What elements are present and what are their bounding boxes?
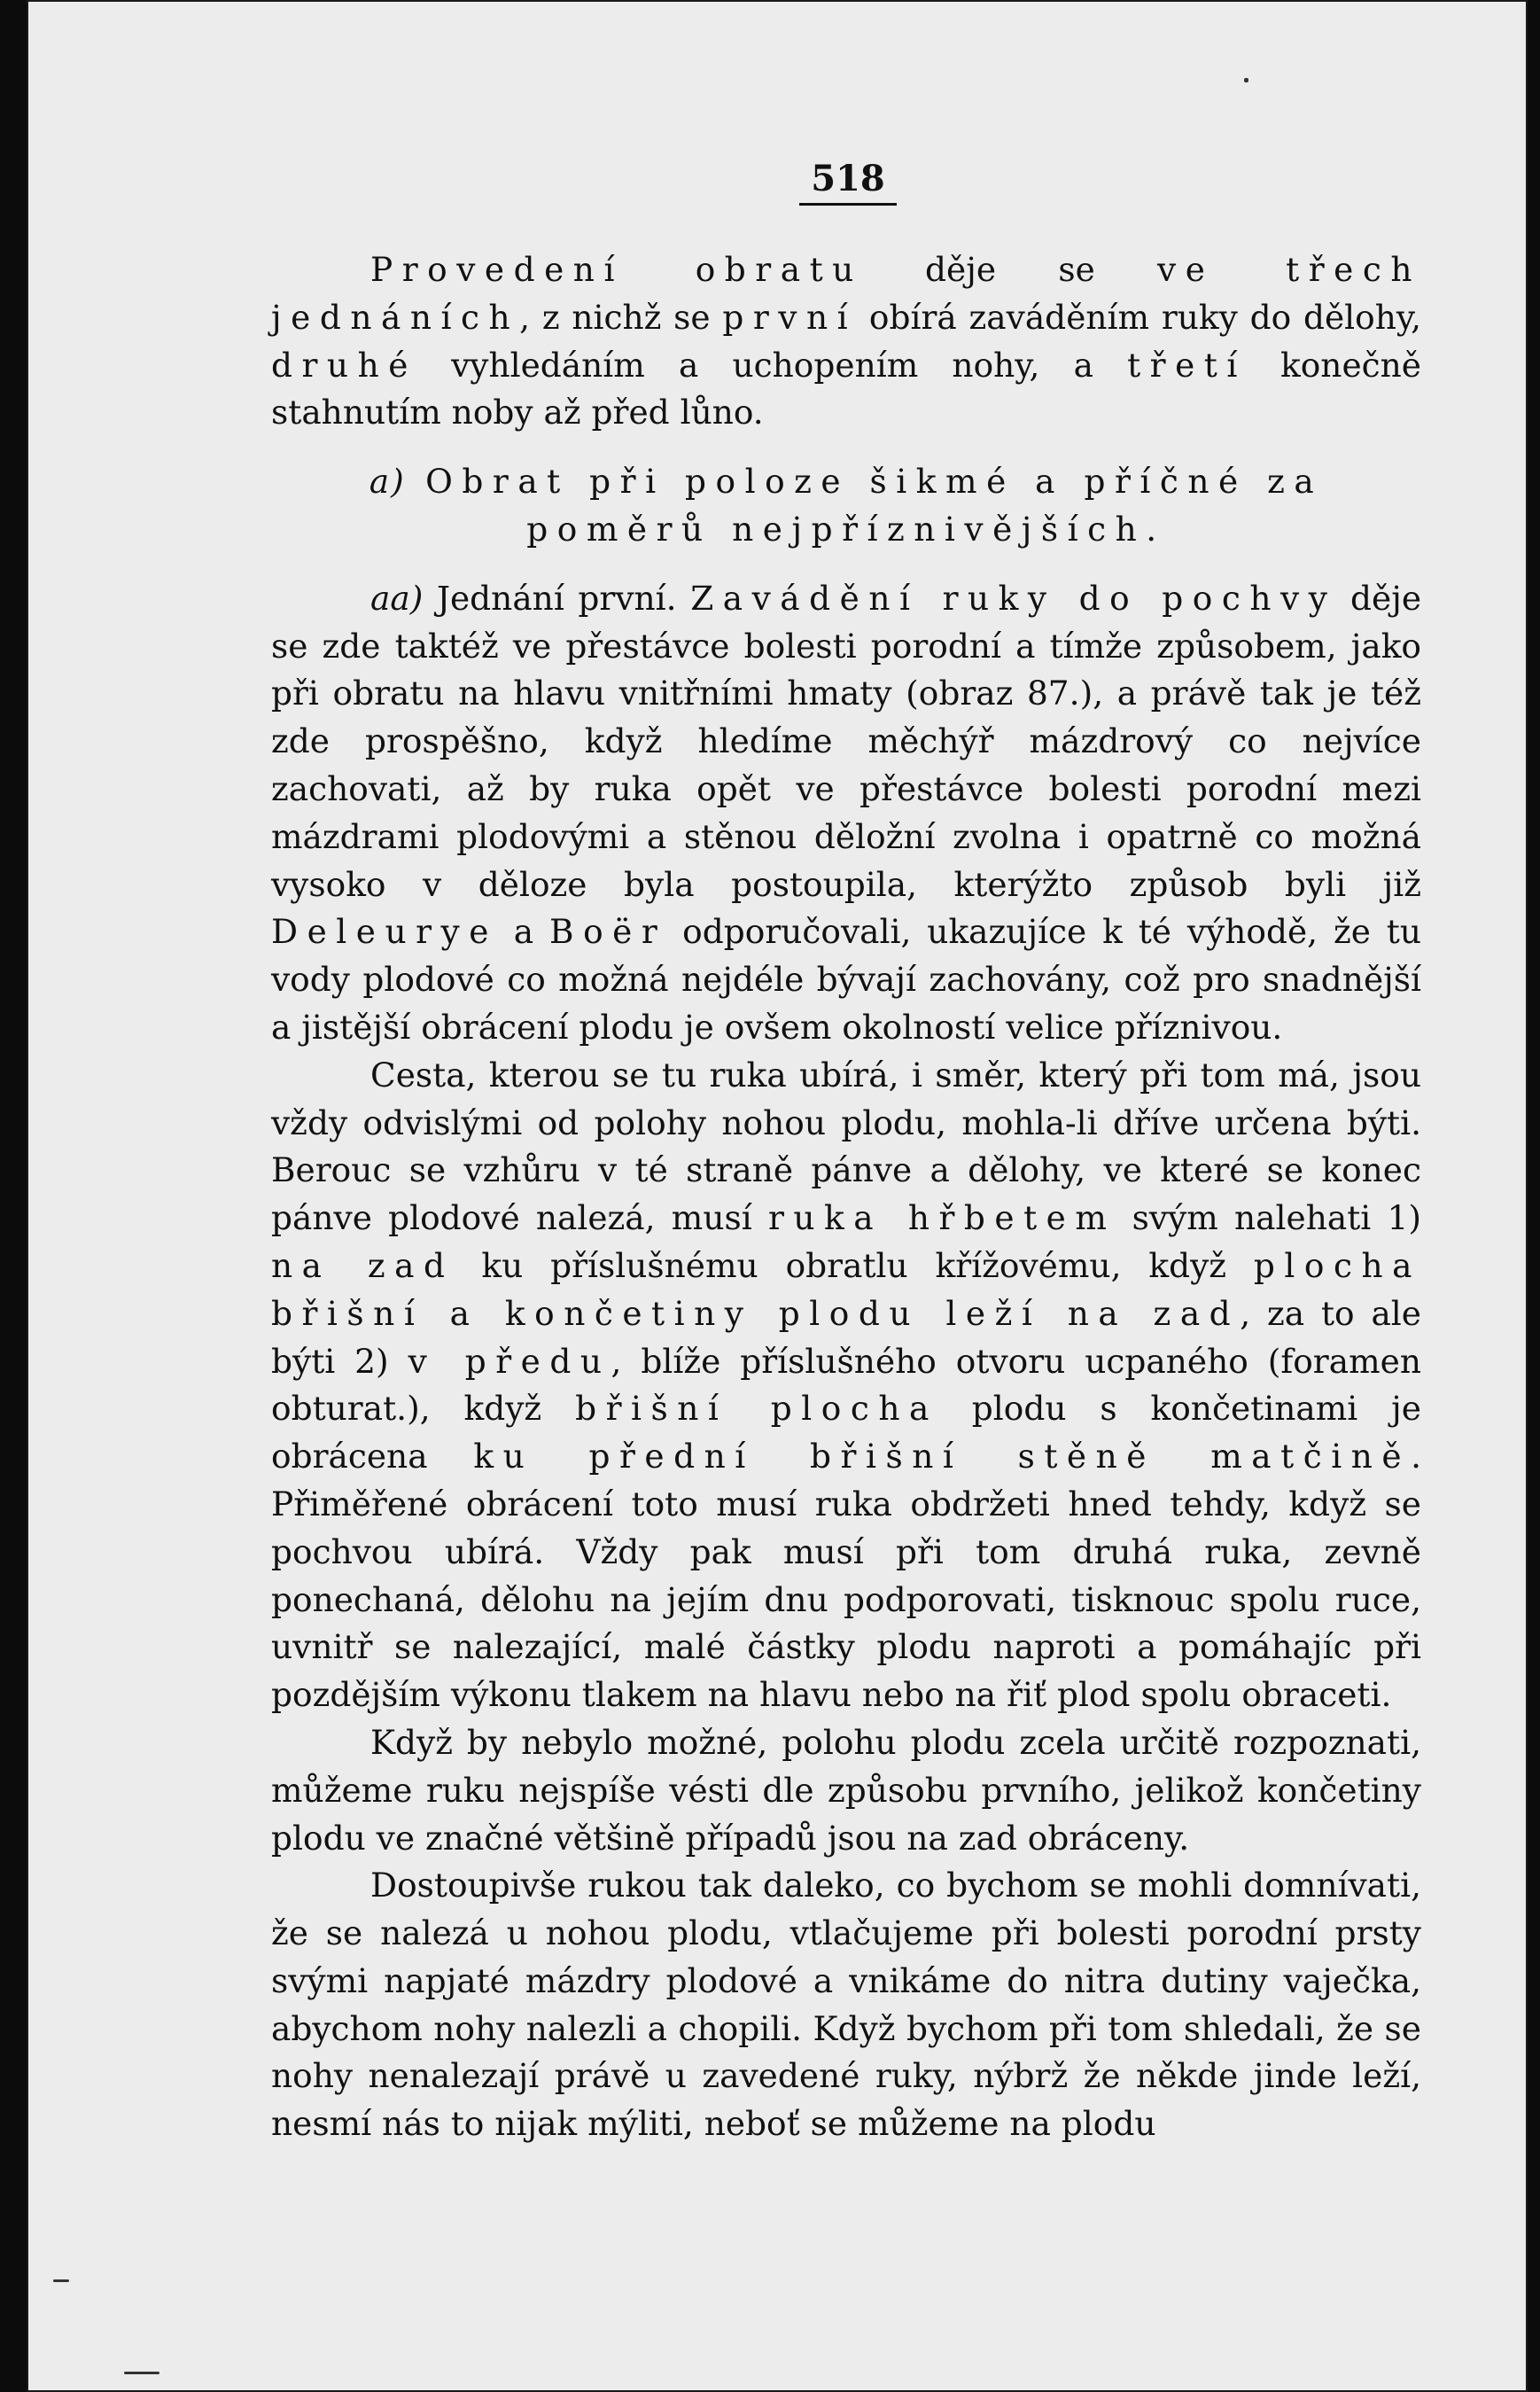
spaced-term: břišní plocha (575, 1389, 938, 1429)
spaced-term: ku přední břišní stěně matčině (473, 1437, 1412, 1476)
text-run: svým nalehati 1) (1116, 1198, 1421, 1238)
text-run: , blíže příslušného otvoru ucpaného (foramen obturat.), když (271, 1341, 1421, 1429)
spaced-term: ruka hřbetem (767, 1198, 1116, 1238)
text-run: a (497, 912, 550, 952)
scan-speck (124, 2372, 159, 2374)
spaced-term: Boër (549, 912, 667, 952)
text-run: děje se zde taktéž ve přestávce bolesti porodní a tímže způsobem, jako při obratu na hlavu vnitřními hmaty (obraz 87.), a právě tak je též zde prospěšno, když hledíme měchýř mázdrový co nejvíce zachovati, až by ruka opět ve přestávce bolesti porodní mezi mázdrami plodovými a stěnou děložní zvolna i opatrně co možná vysoko v děloze byla postoupila, kterýžto způsob byli již (271, 578, 1422, 904)
text-run: . Přiměřené obrácení toto musí ruka obdržeti hned tehdy, když se pochvou ubírá. Vždy pak musí při tom druhá ruka, zevně ponechaná, dělohu na jejím dnu podporovati, tisknouc spolu ruce, uvnitř se nalezající, malé částky plodu naproti a pomáhajíc při pozdějším výkonu tlakem na hlavu nebo na řiť plod spolu obraceti. (271, 1437, 1421, 1715)
spaced-term: třetí (1127, 345, 1247, 385)
text-run: , za to ale býti 2) (271, 1293, 1421, 1381)
text-run: děje se (862, 250, 1158, 289)
text-run: , z nichž se (519, 297, 723, 337)
section-heading (271, 458, 1421, 554)
paragraph-4 (271, 1719, 1421, 1862)
spaced-term: druhé (271, 345, 417, 385)
text-run: odporučovali, ukazujíce k té výhodě, že tu vody plodové co možná nejdéle bývají zachovány, což pro snadnější a jistější obrácení plodu je ovšem okolností velice příznivou. (271, 912, 1421, 1047)
spaced-term: plocha břišní a končetiny plodu leží na zad (271, 1245, 1421, 1333)
text-run: obírá zaváděním ruky do dělohy, (857, 297, 1421, 337)
text-run: vyhledáním a uchopením nohy, a (416, 345, 1128, 385)
scan-speck (1244, 78, 1248, 82)
book-page (27, 0, 1528, 2392)
text-run: plodu s končetinami je obrácena (271, 1389, 1421, 1476)
spaced-term: Deleurye (271, 912, 498, 952)
spaced-term: Zavádění ruky do pochvy (690, 578, 1337, 618)
subsection-label: aa) (370, 578, 424, 618)
spaced-term: v předu (408, 1341, 611, 1381)
paragraph-2 (271, 575, 1421, 1052)
text-run: ku příslušnému obratlu křížovému, když (454, 1245, 1254, 1285)
paragraph-3 (271, 1052, 1421, 1719)
paragraph-5 (271, 1862, 1421, 2148)
spaced-term: na zad (271, 1245, 455, 1285)
text-run: konečně stahnutím noby až před lůno. (271, 345, 1421, 432)
scan-speck (53, 2279, 69, 2282)
spaced-term: první (722, 297, 858, 337)
heading-text: Obrat při poloze šikmé a příčné za poměrů nejpříznivějších. (405, 462, 1324, 549)
text-run: Cesta, kterou se tu ruka ubírá, i směr, který při tom má, jsou vždy odvislými od polohy nohou plodu, mohla-li dříve určena býti. Berouc se vzhůru v té straně pánve a dělohy, ve které se konec pánve plodové nalezá, musí (271, 1055, 1421, 1238)
text-run: Dostoupivše rukou tak daleko, co bychom se mohli domnívati, že se nalezá u nohou plodu, vtlačujeme při bolesti porodní prsty svými napjaté mázdry plodové a vnikáme do nitra dutiny vaječka, abychom nohy nalezli a chopili. Když bychom při tom shledali, že se nohy nenalezají právě u zavedené ruky, nýbrž že někde jinde leží, nesmí nás to nijak mýliti, neboť se můžeme na plodu (271, 1866, 1421, 2144)
body-text (271, 246, 1421, 2148)
section-label: a) (369, 462, 406, 502)
spaced-term: Provedení obratu (370, 250, 863, 289)
text-run: Jednání první. (423, 578, 691, 618)
spaced-term: ve třech jednáních (271, 250, 1421, 337)
scan-edge-left (0, 0, 27, 2392)
paragraph-1 (271, 246, 1421, 437)
text-run: Když by nebylo možné, polohu plodu zcela určitě rozpoznati, můžeme ruku nejspíše vésti dle způsobu prvního, jelikož končetiny plodu ve značné většině případů jsou na zad obráceny. (271, 1722, 1421, 1858)
page-number: 518 (799, 158, 897, 206)
